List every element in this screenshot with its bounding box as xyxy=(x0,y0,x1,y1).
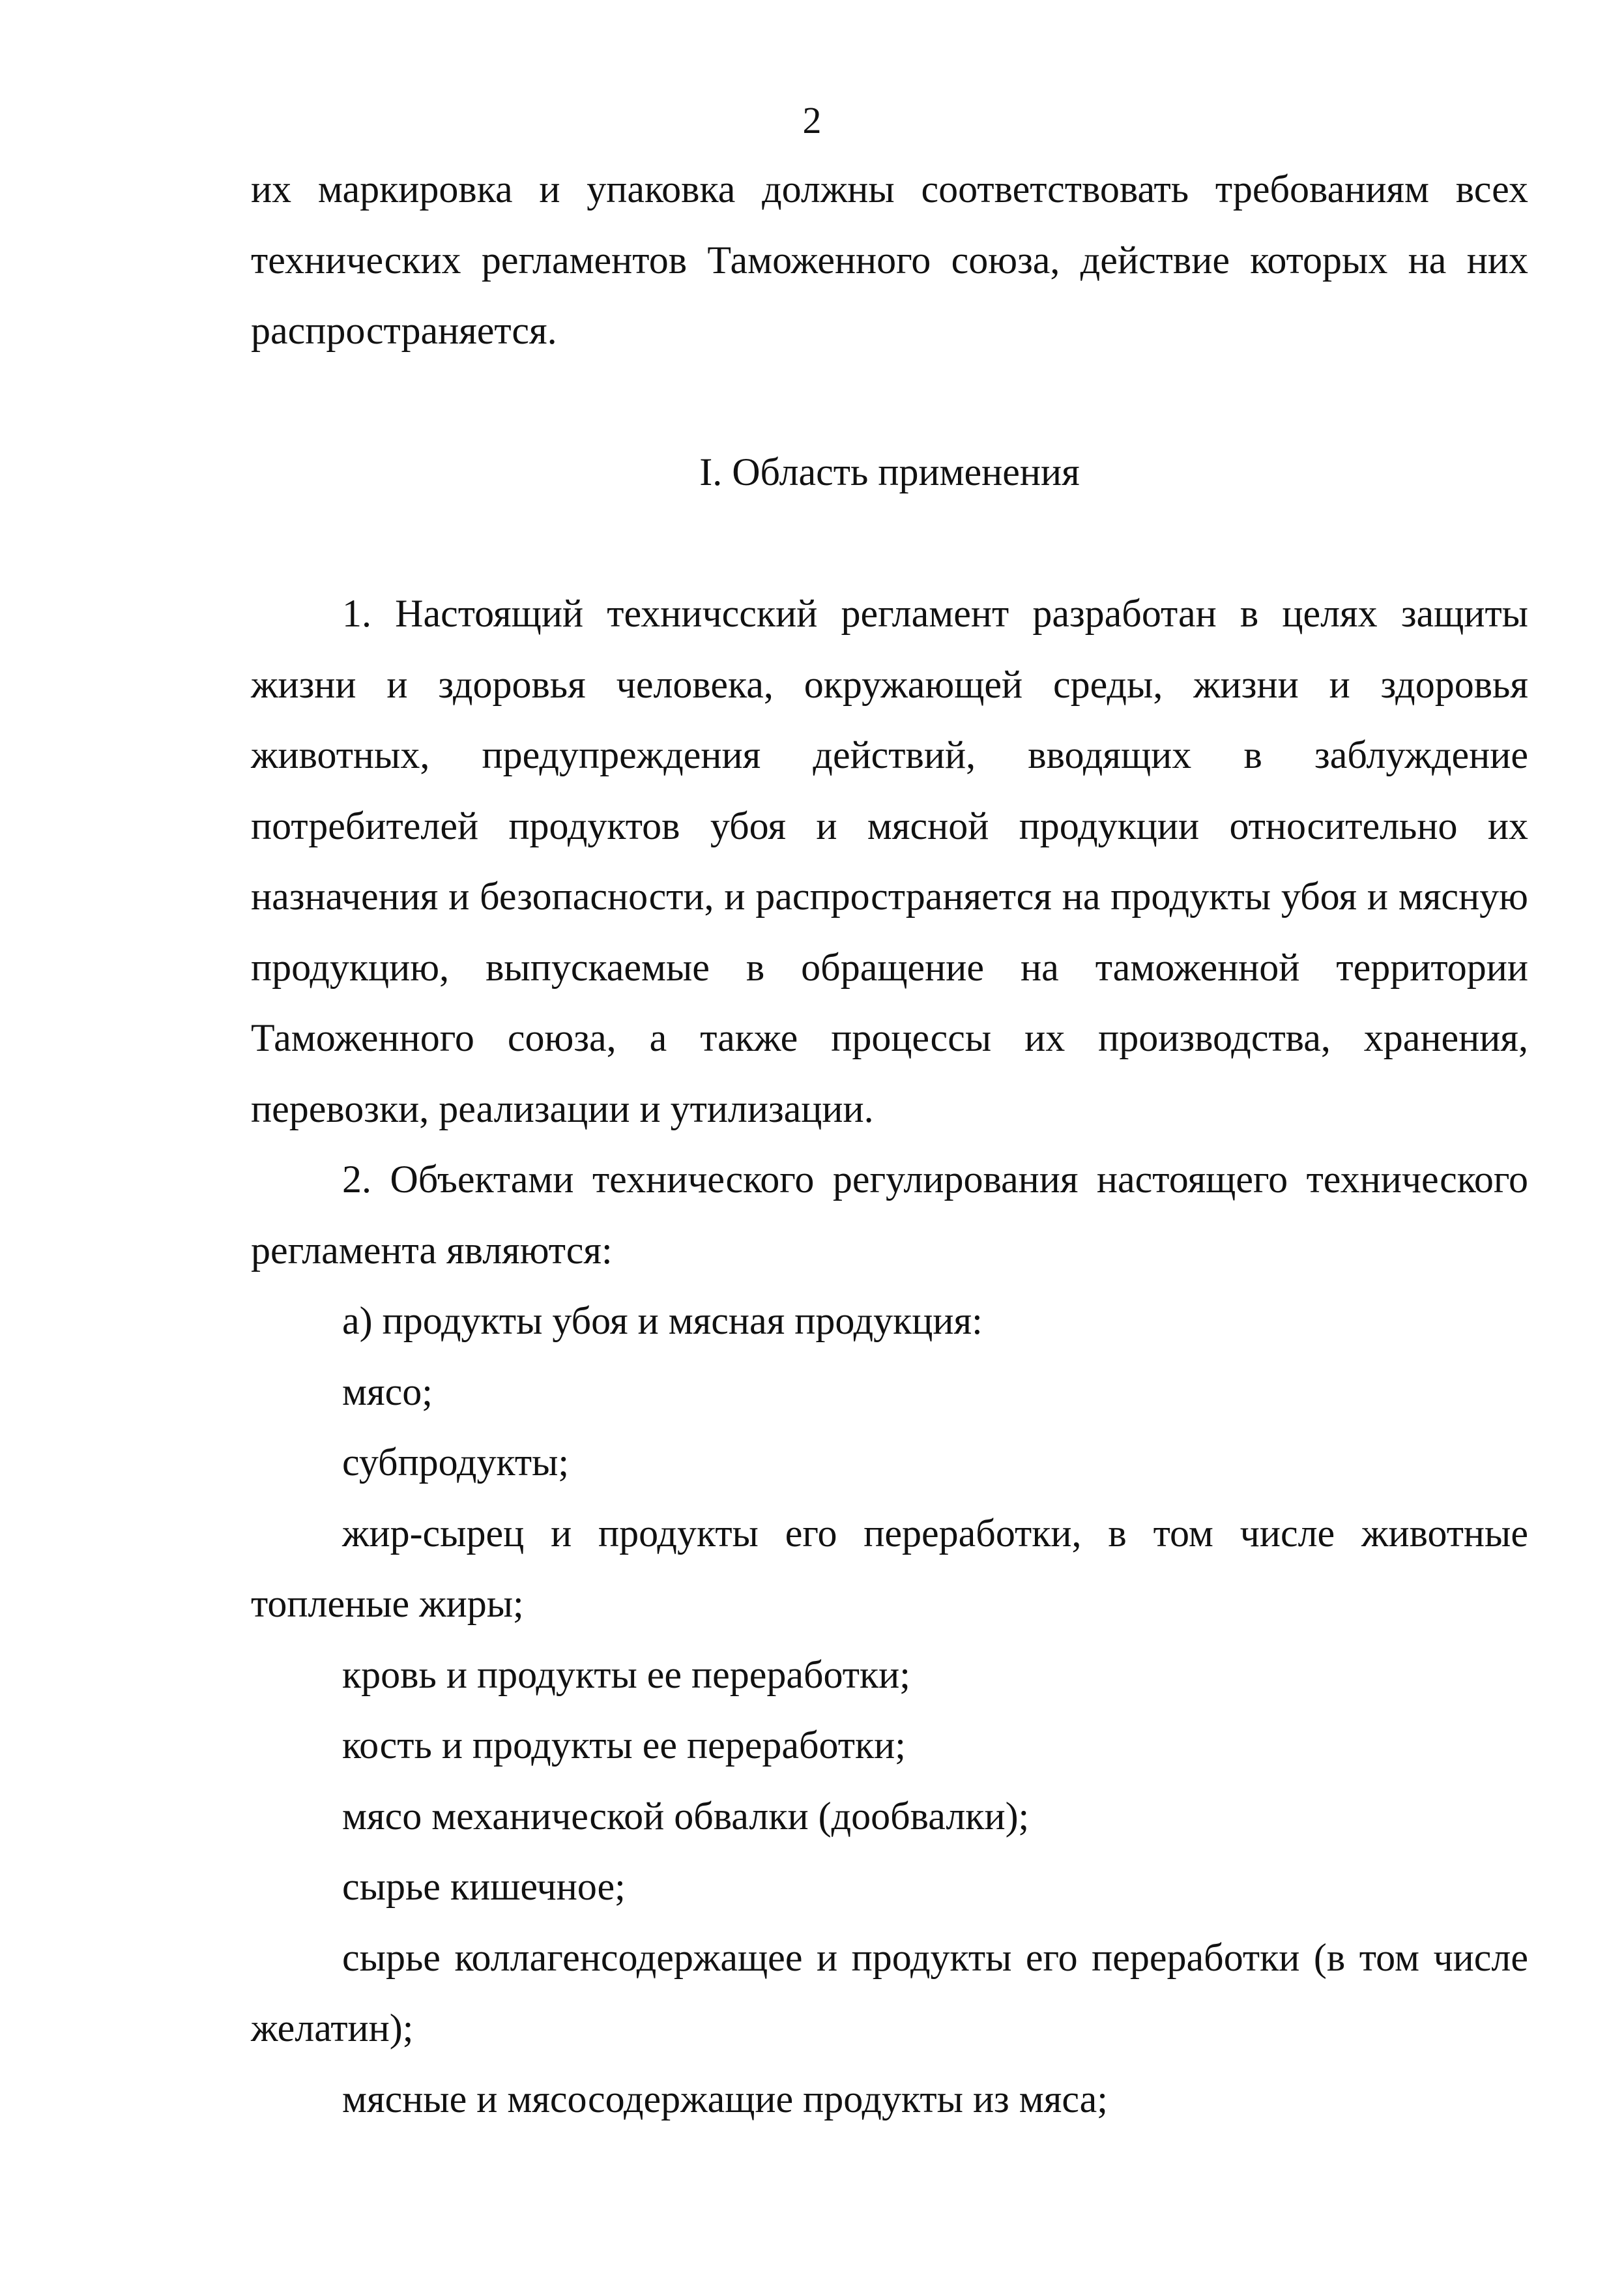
section-spacer-bottom xyxy=(251,508,1528,579)
document-body xyxy=(251,154,1528,2134)
section-title: I. Область применения xyxy=(699,450,1080,493)
intro-paragraph: их маркировка и упаковка должны соответствовать требованиям всех технических регламентов Таможенного союза, действие которых на них распространяется. xyxy=(251,168,1528,352)
section-spacer-top xyxy=(251,366,1528,437)
paragraph-2: 2. Объектами технического регулирования настоящего технического регламента являются: xyxy=(251,1158,1528,1272)
list-item: мясо; xyxy=(342,1370,433,1413)
page-number: 2 xyxy=(802,99,822,141)
list-item: жир-сырец и продукты его переработки, в том числе животные топленые жиры; xyxy=(251,1511,1528,1625)
list-item: кость и продукты ее переработки; xyxy=(342,1724,906,1767)
paragraph-1: 1. Настоящий техничсский регламент разработан в целях защиты жизни и здоровья человека, окружающей среды, жизни и здоровья животных, предупреждения действий, вводящих в заблуждение потребителей продуктов убоя и мясной продукции относительно их назначения и безопасности, и распространяется на продукты убоя и мясную продукцию, выпускаемые в обращение на таможенной территории Таможенного союза, а также процессы их производства, хранения, перевозки, реализации и утилизации. xyxy=(251,592,1528,1130)
list-item: а) продукты убоя и мясная продукция: xyxy=(342,1299,983,1342)
list-item: мясо механической обвалки (дообвалки); xyxy=(342,1794,1030,1838)
list-item: субпродукты; xyxy=(342,1441,570,1484)
list-item: сырье коллагенсодержащее и продукты его переработки (в том числе желатин); xyxy=(251,1935,1528,2049)
list-item: сырье кишечное; xyxy=(342,1865,626,1908)
list-item: кровь и продукты ее переработки; xyxy=(342,1652,910,1696)
list-item: мясные и мясосодержащие продукты из мяса; xyxy=(342,2077,1108,2121)
